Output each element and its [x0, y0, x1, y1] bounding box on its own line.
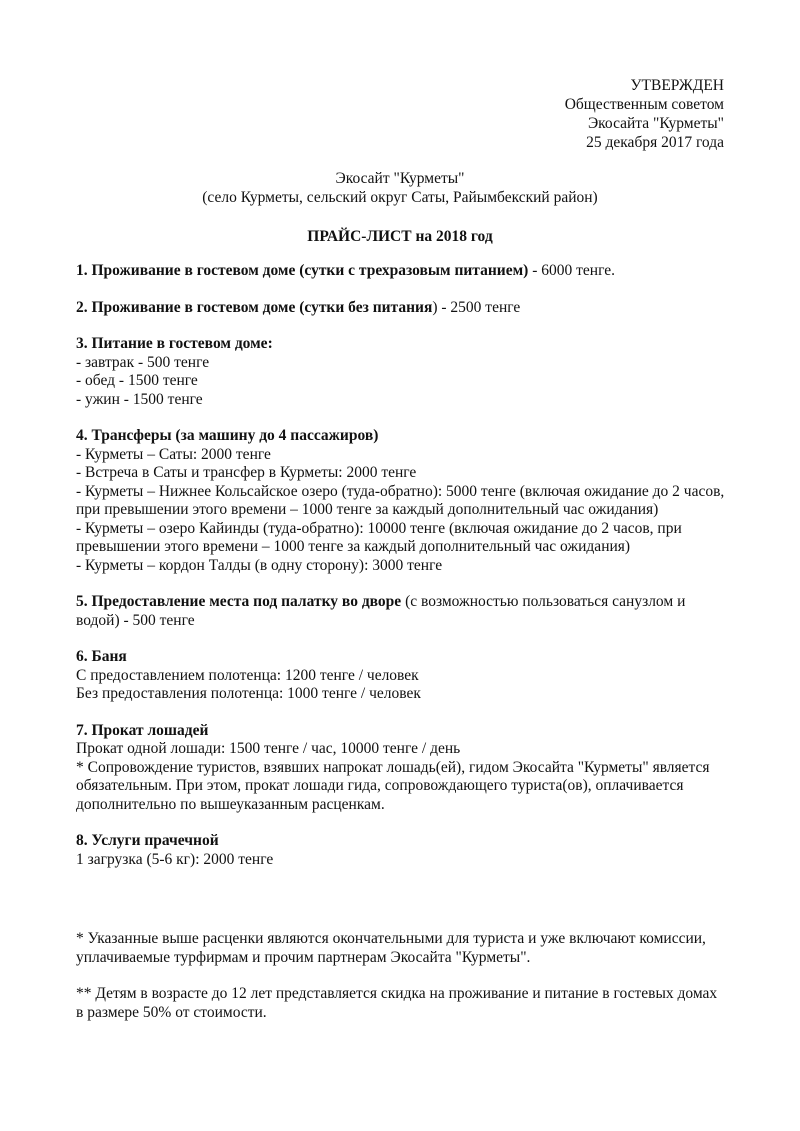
- section-1-price: - 6000 тенге.: [528, 262, 615, 279]
- section-8-heading: 8. Услуги прачечной: [76, 832, 219, 849]
- list-item: - Встреча в Саты и трансфер в Курметы: 2000 тенге: [76, 464, 417, 481]
- approval-line-3: Экосайта "Курметы": [587, 115, 724, 132]
- organization-location: (село Курметы, сельский округ Саты, Райымбекский район): [202, 189, 598, 206]
- footnotes: [76, 930, 726, 1040]
- section-7: [76, 722, 726, 815]
- section-4: [76, 427, 726, 575]
- approval-line-4: 25 декабря 2017 года: [586, 134, 724, 151]
- section-5: [76, 593, 726, 630]
- section-5-text: (с возможностью пользоваться санузлом и водой) - 500 тенге: [76, 593, 686, 629]
- section-6: [76, 648, 726, 704]
- list-item: - обед - 1500 тенге: [76, 372, 198, 389]
- section-1-line: [76, 262, 726, 281]
- section-2: [76, 299, 726, 318]
- list-item: 1 загрузка (5-6 кг): 2000 тенге: [76, 850, 274, 868]
- section-8: [76, 832, 726, 869]
- list-item: - завтрак - 500 тенге: [76, 353, 210, 371]
- section-3-heading: 3. Питание в гостевом доме:: [76, 335, 273, 352]
- section-1: [76, 262, 726, 281]
- list-item: Прокат одной лошади: 1500 тенге / час, 10000 тенге / день: [76, 740, 461, 757]
- list-item: - Курметы – Нижнее Кольсайское озеро (туда-обратно): 5000 тенге (включая ожидание до 2 часов, при превышении этого времени – 1000 тенге за каждый дополнительный час ожидания): [76, 482, 725, 518]
- price-list: [76, 262, 726, 887]
- section-4-heading: 4. Трансферы (за машину до 4 пассажиров): [76, 427, 379, 444]
- section-2-price: ) - 2500 тенге: [432, 298, 521, 316]
- section-5-heading: 5. Предоставление места под палатку во дворе: [76, 593, 402, 610]
- footnote-2: ** Детям в возрасте до 12 лет представляется скидка на проживание и питание в гостевых домах в размере 50% от стоимости.: [76, 985, 718, 1021]
- organization-block: [0, 170, 800, 208]
- list-item: - Курметы – Саты: 2000 тенге: [76, 445, 271, 463]
- section-1-heading: 1. Проживание в гостевом доме (сутки с трехразовым питанием): [76, 262, 529, 279]
- section-7-heading: 7. Прокат лошадей: [76, 721, 209, 739]
- section-6-heading: 6. Баня: [76, 648, 127, 665]
- approval-block: [565, 77, 724, 153]
- section-3: [76, 335, 726, 409]
- list-item: Без предоставления полотенца: 1000 тенге / человек: [76, 685, 421, 702]
- list-item: - Курметы – озеро Кайинды (туда-обратно): 10000 тенге (включая ожидание до 2 часов, при превышении этого времени – 1000 тенге за каждый дополнительный час ожидания): [76, 519, 682, 555]
- section-2-heading: 2. Проживание в гостевом доме (сутки без питания: [76, 298, 433, 316]
- approval-line-1: УТВЕРЖДЕН: [630, 77, 724, 94]
- approval-line-2: Общественным советом: [564, 96, 724, 113]
- page-title: ПРАЙС-ЛИСТ на 2018 год: [307, 228, 493, 245]
- list-item: С предоставлением полотенца: 1200 тенге / человек: [76, 666, 419, 684]
- list-item: * Сопровождение туристов, взявших напрокат лошадь(ей), гидом Экосайта "Курметы" является обязательным. При этом, прокат лошади гида, сопровождающего туриста(ов), оплачивается дополнительно по вышеуказанным расценкам.: [76, 758, 710, 813]
- section-2-line: [76, 299, 726, 318]
- organization-name: Экосайт "Курметы": [335, 170, 465, 187]
- list-item: - Курметы – кордон Талды (в одну сторону): 3000 тенге: [76, 556, 443, 574]
- footnote-1: * Указанные выше расценки являются окончательными для туриста и уже включают комиссии, уплачиваемые турфирмам и прочим партнерам Экосайта "Курметы".: [76, 930, 706, 966]
- section-5-line: [76, 593, 726, 630]
- list-item: - ужин - 1500 тенге: [76, 390, 203, 408]
